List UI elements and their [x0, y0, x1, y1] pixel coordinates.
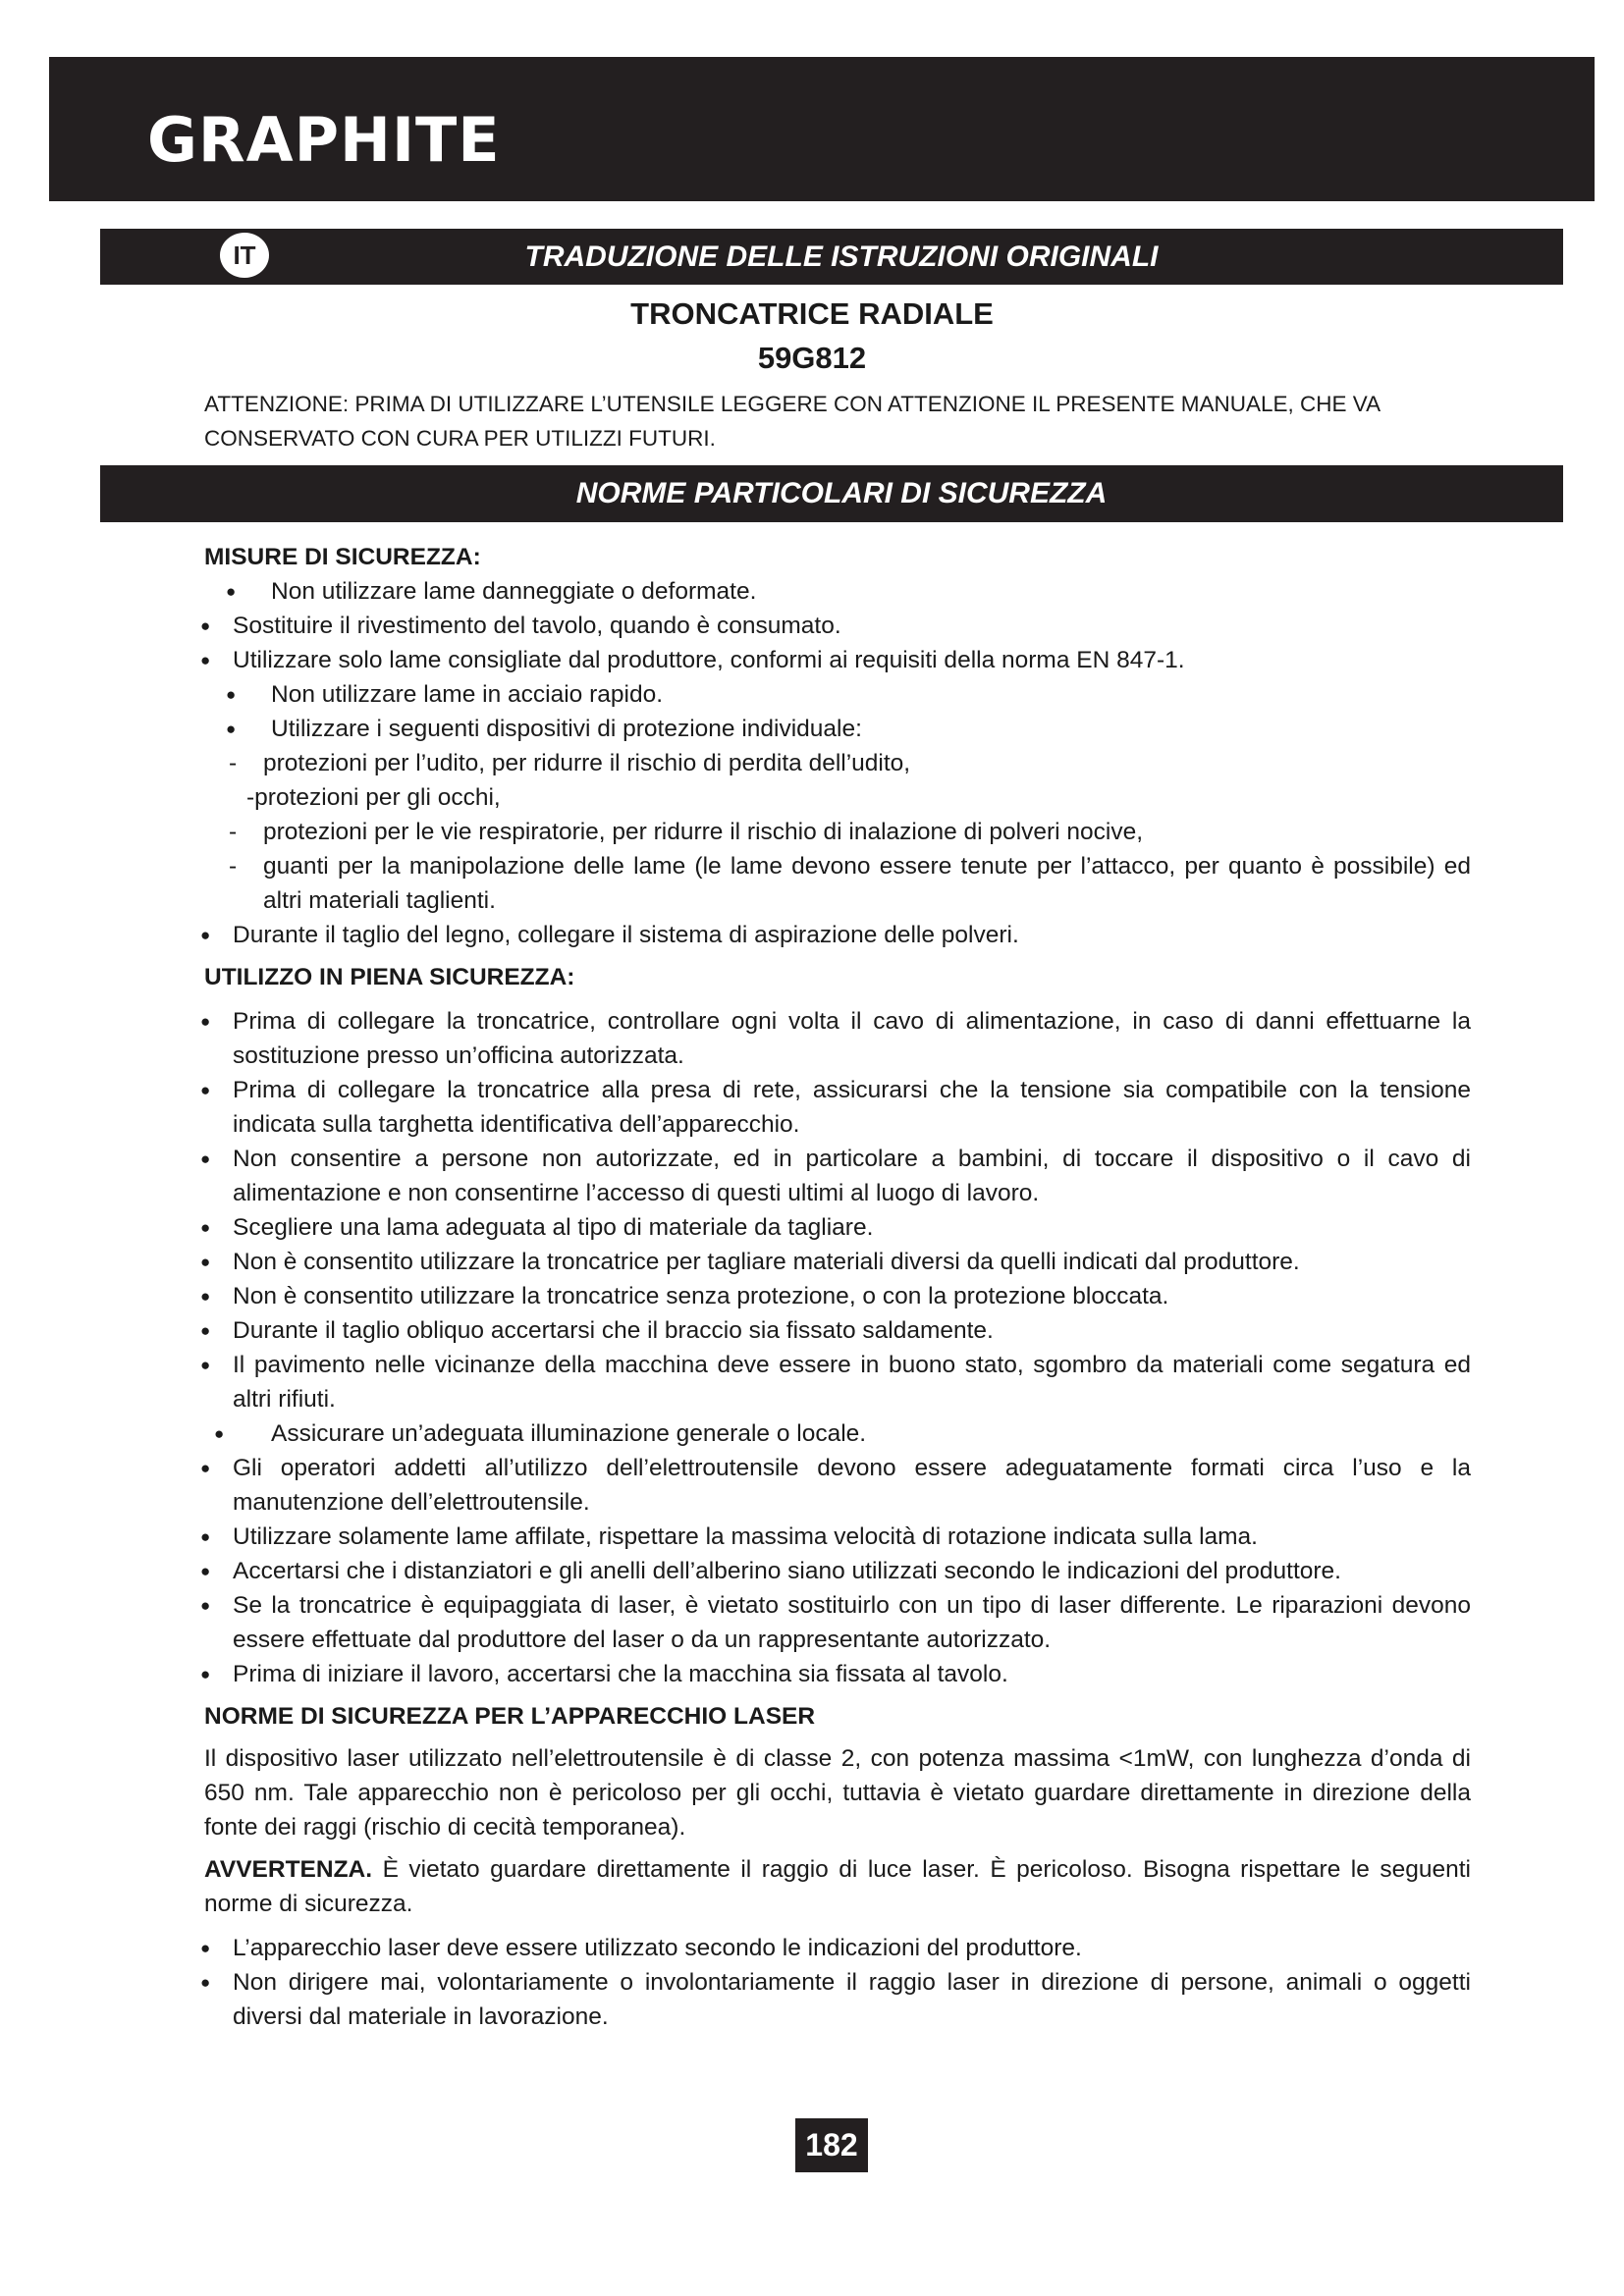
bullet-icon: ●: [226, 582, 237, 601]
bullet-icon: ●: [226, 720, 237, 738]
bullet-icon: ●: [200, 1253, 211, 1271]
bullet-icon: ●: [200, 1665, 211, 1683]
translation-header-text: TRADUZIONE DELLE ISTRUZIONI ORIGINALI: [524, 240, 1159, 273]
list-item: ● Accertarsi che i distanziatori e gli anelli dell’alberino siano utilizzati secondo le indicazioni del produttore.: [204, 1554, 1471, 1588]
list-item: ● Utilizzare solo lame consigliate dal produttore, conformi ai requisiti della norma EN 847-1.: [204, 643, 1471, 677]
bullet-icon: ●: [214, 1424, 225, 1443]
list-item: ● Non utilizzare lame in acciaio rapido.: [204, 677, 1471, 712]
list-item: ● L’apparecchio laser deve essere utilizzato secondo le indicazioni del produttore.: [204, 1931, 1471, 1965]
laser-title: NORME DI SICUREZZA PER L’APPARECCHIO LASER: [204, 1703, 816, 1730]
bullet-icon: ●: [200, 1081, 211, 1099]
list-item: ● Se la troncatrice è equipaggiata di laser, è vietato sostituirlo con un tipo di laser differente. Le riparazioni devono essere effettuate dal produttore del laser o da un rappresentante autorizzato.: [204, 1588, 1471, 1657]
bullet-icon: ●: [200, 1218, 211, 1237]
bullet-icon: ●: [200, 651, 211, 669]
bullet-icon: ●: [200, 1287, 211, 1306]
list-item: ● Utilizzare i seguenti dispositivi di protezione individuale:: [204, 712, 1471, 746]
warning-text: È vietato guardare direttamente il raggio di luce laser. È pericoloso. Bisogna rispettare le seguenti norme di sicurezza.: [204, 1856, 1471, 1917]
list-item: ● Non è consentito utilizzare la troncatrice senza protezione, o con la protezione bloccata.: [204, 1279, 1471, 1313]
list-item: ● Durante il taglio del legno, collegare il sistema di aspirazione delle polveri.: [204, 918, 1471, 952]
bullet-icon: ●: [200, 1459, 211, 1477]
bullet-icon: ●: [200, 1562, 211, 1580]
list-item: ● Prima di collegare la troncatrice, controllare ogni volta il cavo di alimentazione, in caso di danni effettuarne la sostituzione presso un’officina autorizzata.: [204, 1004, 1471, 1073]
dash-icon: -: [229, 750, 238, 776]
section-header-bar: [100, 465, 1563, 522]
attention-notice: ATTENZIONE: PRIMA DI UTILIZZARE L’UTENSILE LEGGERE CON ATTENZIONE IL PRESENTE MANUALE, CHE VA CONSERVATO CON CURA PER UTILIZZI FUTURI.: [204, 392, 1380, 451]
laser-warning: [204, 1852, 1471, 1921]
section-header-text: NORME PARTICOLARI DI SICUREZZA: [575, 477, 1108, 509]
bullet-icon: ●: [200, 1356, 211, 1374]
main-content: [200, 540, 1471, 2034]
language-badge: IT: [220, 233, 269, 278]
bullet-icon: ●: [200, 1149, 211, 1168]
bullet-icon: ●: [226, 685, 237, 704]
list-item: ● Durante il taglio obliquo accertarsi che il braccio sia fissato saldamente.: [204, 1313, 1471, 1348]
bullet-icon: ●: [200, 1939, 211, 1957]
bullet-icon: ●: [200, 1973, 211, 1992]
list-item: ● Scegliere una lama adeguata al tipo di materiale da tagliare.: [204, 1210, 1471, 1245]
page-number: 182: [795, 2118, 868, 2172]
misure-title: MISURE DI SICUREZZA:: [204, 544, 481, 570]
list-item: ● Utilizzare solamente lame affilate, rispettare la massima velocità di rotazione indicata sulla lama.: [204, 1520, 1471, 1554]
product-name: TRONCATRICE RADIALE: [630, 296, 994, 331]
dash-icon: -: [229, 819, 238, 845]
list-item: ● Non dirigere mai, volontariamente o involontariamente il raggio laser in direzione di persone, animali o oggetti diversi dal materiale in lavorazione.: [204, 1965, 1471, 2034]
dash-icon: -: [229, 853, 238, 880]
dash-item: -protezioni per gli occhi,: [246, 784, 501, 811]
laser-paragraph: Il dispositivo laser utilizzato nell’elettroutensile è di classe 2, con potenza massima <1mW, con lunghezza d’onda di 650 nm. Tale apparecchio non è pericoloso per gli occhi, tuttavia è vietato guardare direttamente in direzione della fonte dei raggi (rischio di cecità temporanea).: [204, 1745, 1471, 1841]
bullet-icon: ●: [200, 616, 211, 635]
brand-logo: GRAPHITE: [147, 104, 501, 176]
bullet-icon: ●: [200, 1012, 211, 1031]
list-item: ● Prima di iniziare il lavoro, accertarsi che la macchina sia fissata al tavolo.: [204, 1657, 1471, 1691]
list-item: ● Gli operatori addetti all’utilizzo dell’elettroutensile devono essere adeguatamente formati circa l’uso e la manutenzione dell’elettroutensile.: [204, 1451, 1471, 1520]
bullet-icon: ●: [200, 1527, 211, 1546]
dash-item: - protezioni per le vie respiratorie, per ridurre il rischio di inalazione di polveri nocive,: [204, 815, 1471, 849]
list-item: ● Non utilizzare lame danneggiate o deformate.: [204, 574, 1471, 609]
list-item: ● Assicurare un’adeguata illuminazione generale o locale.: [204, 1416, 1471, 1451]
bullet-icon: ●: [200, 1321, 211, 1340]
dash-item: - protezioni per l’udito, per ridurre il rischio di perdita dell’udito,: [204, 746, 1471, 780]
warning-label: AVVERTENZA.: [204, 1856, 373, 1883]
list-item: ● Prima di collegare la troncatrice alla presa di rete, assicurarsi che la tensione sia compatibile con la tensione indicata sulla targhetta identificativa dell’apparecchio.: [204, 1073, 1471, 1142]
list-item: ● Non consentire a persone non autorizzate, ed in particolare a bambini, di toccare il dispositivo o il cavo di alimentazione e non consentirne l’accesso di questi ultimi al luogo di lavoro.: [204, 1142, 1471, 1210]
model-number: 59G812: [757, 341, 867, 375]
bullet-icon: ●: [200, 926, 211, 944]
list-item: ● Sostituire il rivestimento del tavolo, quando è consumato.: [204, 609, 1471, 643]
utilizzo-title: UTILIZZO IN PIENA SICUREZZA:: [204, 964, 575, 990]
list-item: ● Il pavimento nelle vicinanze della macchina deve essere in buono stato, sgombro da materiali come segatura ed altri rifiuti.: [204, 1348, 1471, 1416]
list-item: ● Non è consentito utilizzare la troncatrice per tagliare materiali diversi da quelli indicati dal produttore.: [204, 1245, 1471, 1279]
bullet-icon: ●: [200, 1596, 211, 1615]
translation-header-bar: [100, 229, 1563, 285]
dash-item: - guanti per la manipolazione delle lame (le lame devono essere tenute per l’attacco, per quanto è possibile) ed altri materiali taglienti.: [204, 849, 1471, 918]
